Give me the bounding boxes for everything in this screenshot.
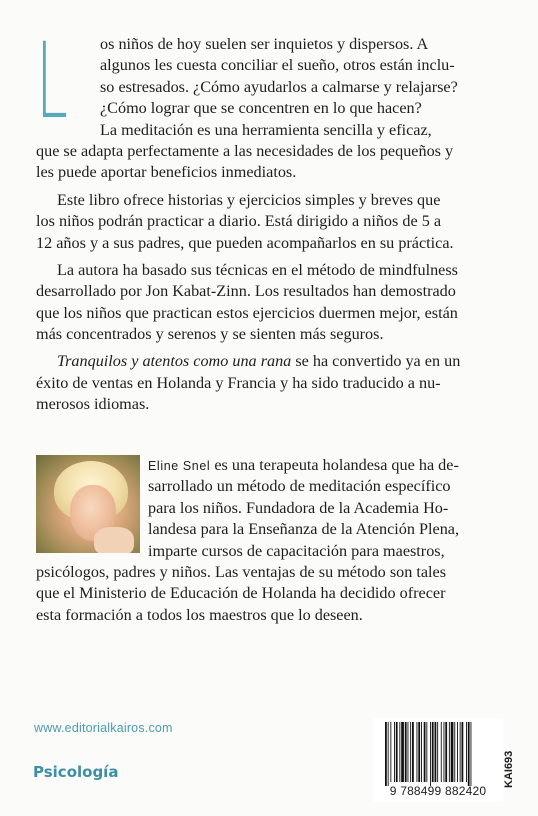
paragraph-line-rest: se ha convertido ya en un — [291, 352, 461, 371]
paragraph-line: éxito de ventas en Holanda y Francia y ha sido traducido a nu- — [36, 373, 441, 392]
author-bio-line: sarrollado un método de meditación específico — [148, 477, 451, 496]
publisher-website[interactable]: www.editorialkairos.com — [34, 721, 173, 735]
paragraph-line: les puede aportar beneficios inmediatos. — [36, 163, 297, 182]
intro-line: algunos les cuesta conciliar el sueño, otros están inclu- — [100, 56, 455, 75]
isbn-number: 9 788499 882420 — [389, 784, 487, 798]
barcode-bars — [373, 718, 503, 786]
paragraph-line: La meditación es una herramienta sencilla y eficaz, — [100, 120, 432, 139]
paragraph-line: desarrollado por Jon Kabat-Zinn. Los resultados han demostrado — [36, 282, 456, 301]
category-label: Psicología — [33, 763, 119, 781]
author-bio-line: esta formación a todos los maestros que lo deseen. — [36, 605, 363, 624]
author-bio-line: imparte cursos de capacitación para maestros, — [148, 541, 445, 560]
paragraph-line — [36, 351, 500, 372]
author-bio-line: psicólogos, padres y niños. Las ventajas de su método son tales — [36, 562, 447, 581]
paragraph-line: que los niños que practican estos ejercicios duermen mejor, están — [36, 303, 458, 322]
author-bio — [36, 455, 500, 626]
paragraph-line: Este libro ofrece historias y ejercicios simples y breves que — [57, 190, 441, 209]
author-bio-line: Eline Snel es una terapeuta holandesa que ha de- — [148, 456, 459, 474]
author-name: Eline Snel — [148, 459, 211, 473]
paragraph-line: que se adapta perfectamente a las necesidades de los pequeños y — [36, 141, 454, 160]
author-bio-line: que el Ministerio de Educación de Holanda ha decidido ofrecer — [36, 584, 446, 603]
author-photo — [36, 455, 140, 553]
intro-line: ¿Cómo lograr que se concentren en lo que hacen? — [100, 99, 422, 118]
intro-line: so estresados. ¿Cómo ayudarlos a calmarse y relajarse? — [100, 77, 458, 96]
paragraph-line: los niños podrán practicar a diario. Está dirigido a niños de 5 a — [36, 212, 442, 231]
drop-cap: L — [36, 20, 68, 142]
intro-line: os niños de hoy suelen ser inquietos y dispersos. A — [100, 35, 429, 53]
paragraph-line: más concentrados y serenos y se sienten más seguros. — [36, 325, 384, 344]
book-title: Tranquilos y atentos como una rana — [57, 352, 292, 371]
isbn-barcode — [373, 718, 503, 802]
author-bio-line: landesa para la Enseñanza de la Atención Plena, — [148, 520, 460, 539]
paragraph-line: 12 años y a sus padres, que pueden acompañarlos en su práctica. — [36, 233, 454, 252]
product-code: KAI693 — [503, 750, 515, 788]
paragraph-line: merosos idiomas. — [36, 395, 150, 414]
paragraph-line: La autora ha basado sus técnicas en el método de mindfulness — [57, 260, 458, 279]
synopsis — [36, 20, 500, 416]
author-bio-line: para los niños. Fundadora de la Academia Ho- — [148, 498, 449, 517]
